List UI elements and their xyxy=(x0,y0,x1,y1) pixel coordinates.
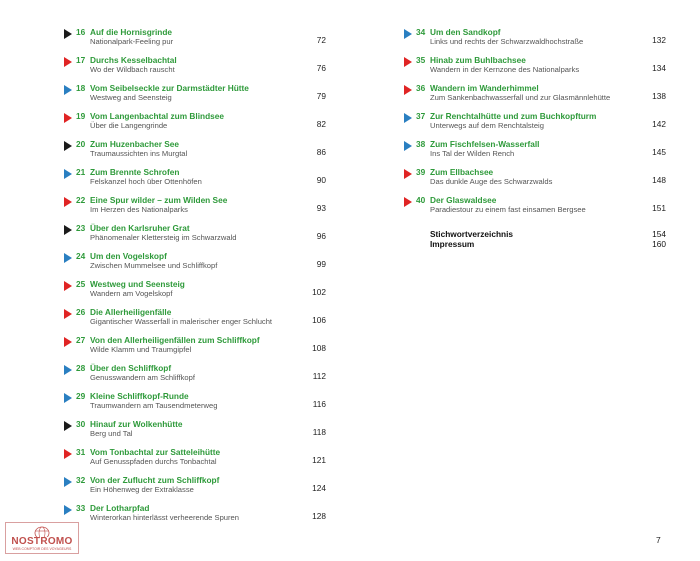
tour-subtitle: Phänomenaler Klettersteig im Schwarzwald xyxy=(90,233,237,242)
triangle-marker-icon xyxy=(64,253,72,263)
toc-entry[interactable] xyxy=(404,194,666,222)
tour-subtitle: Wilde Klamm und Traumgipfel xyxy=(90,345,192,354)
toc-entry[interactable] xyxy=(404,26,666,54)
tour-number: 26 xyxy=(76,307,86,317)
tour-page-number: 145 xyxy=(652,147,666,157)
tour-subtitle: Ins Tal der Wilden Rench xyxy=(430,149,515,158)
tour-subtitle: Im Herzen des Nationalparks xyxy=(90,205,188,214)
triangle-marker-icon xyxy=(64,393,72,403)
tour-page-number: 102 xyxy=(312,287,326,297)
toc-entry[interactable] xyxy=(64,110,326,138)
tour-subtitle: Ein Höhenweg der Extraklasse xyxy=(90,485,194,494)
toc-entry[interactable] xyxy=(64,362,326,390)
tour-title: Über den Schliffkopf xyxy=(90,363,172,373)
tour-page-number: 106 xyxy=(312,315,326,325)
tour-subtitle: Links und rechts der Schwarzwaldhochstraße xyxy=(430,37,584,46)
triangle-marker-icon xyxy=(404,169,412,179)
triangle-marker-icon xyxy=(404,197,412,207)
extra-title: Impressum xyxy=(430,239,475,249)
triangle-marker-icon xyxy=(64,85,72,95)
toc-entry[interactable] xyxy=(64,474,326,502)
toc-entry[interactable] xyxy=(404,82,666,110)
toc-entry[interactable] xyxy=(64,166,326,194)
toc-entry[interactable] xyxy=(64,250,326,278)
toc-entry[interactable] xyxy=(64,82,326,110)
tour-page-number: 76 xyxy=(316,63,326,73)
toc-entry[interactable] xyxy=(404,138,666,166)
tour-title: Zum Brennte Schrofen xyxy=(90,167,180,177)
tour-number: 32 xyxy=(76,475,86,485)
toc-entry[interactable] xyxy=(64,26,326,54)
tour-title: Zur Renchtalhütte und zum Buchkopfturm xyxy=(430,111,597,121)
tour-title: Der Lotharpfad xyxy=(90,503,150,513)
tour-page-number: 108 xyxy=(312,343,326,353)
triangle-marker-icon xyxy=(404,29,412,39)
triangle-marker-icon xyxy=(404,85,412,95)
tour-page-number: 124 xyxy=(312,483,326,493)
tour-page-number: 142 xyxy=(652,119,666,129)
tour-page-number: 132 xyxy=(652,35,666,45)
tour-title: Westweg und Seensteig xyxy=(90,279,185,289)
tour-title: Um den Vogelskopf xyxy=(90,251,167,261)
tour-page-number: 128 xyxy=(312,511,326,521)
tour-number: 19 xyxy=(76,111,86,121)
tour-subtitle: Zwischen Mummelsee und Schliffkopf xyxy=(90,261,218,270)
tour-page-number: 134 xyxy=(652,63,666,73)
tour-number: 27 xyxy=(76,335,86,345)
tour-title: Vom Tonbachtal zur Satteleihütte xyxy=(90,447,221,457)
tour-title: Vom Langenbachtal zum Blindsee xyxy=(90,111,225,121)
toc-entry[interactable] xyxy=(404,54,666,82)
tour-subtitle: Paradiestour zu einem fast einsamen Bergsee xyxy=(430,205,586,214)
toc-entry[interactable] xyxy=(64,502,326,530)
tour-title: Eine Spur wilder – zum Wilden See xyxy=(90,195,228,205)
tour-subtitle: Unterwegs auf dem Renchtalsteig xyxy=(430,121,544,130)
tour-title: Die Allerheiligenfälle xyxy=(90,307,172,317)
tour-title: Der Glaswaldsee xyxy=(430,195,497,205)
tour-subtitle: Westweg and Seensteig xyxy=(90,93,172,102)
tour-number: 24 xyxy=(76,251,86,261)
triangle-marker-icon xyxy=(64,337,72,347)
tour-page-number: 116 xyxy=(312,399,326,409)
tour-number: 30 xyxy=(76,419,86,429)
tour-title: Durchs Kesselbachtal xyxy=(90,55,177,65)
tour-subtitle: Zum Sankenbachwasserfall und zur Glasmännlehütte xyxy=(430,93,611,102)
tour-subtitle: Wandern in der Kernzone des Nationalparks xyxy=(430,65,580,74)
tour-title: Auf die Hornisgrinde xyxy=(90,27,173,37)
toc-entry[interactable] xyxy=(64,306,326,334)
tour-subtitle: Traumaussichten ins Murgtal xyxy=(90,149,188,158)
tour-number: 40 xyxy=(416,195,426,205)
extra-page-number: 160 xyxy=(652,239,666,249)
tour-page-number: 112 xyxy=(312,371,326,381)
tour-number: 33 xyxy=(76,503,86,513)
tour-subtitle: Felskanzel hoch über Ottenhöfen xyxy=(90,177,202,186)
tour-subtitle: Gigantischer Wasserfall in malerischer enger Schlucht xyxy=(90,317,273,326)
triangle-marker-icon xyxy=(64,113,72,123)
tour-subtitle: Nationalpark-Feeling pur xyxy=(90,37,174,46)
tour-title: Vom Seibelseckle zur Darmstädter Hütte xyxy=(90,83,249,93)
triangle-marker-icon xyxy=(64,29,72,39)
tour-page-number: 118 xyxy=(312,427,326,437)
tour-page-number: 86 xyxy=(316,147,326,157)
toc-extra-entry[interactable] xyxy=(404,228,666,238)
tour-number: 39 xyxy=(416,167,426,177)
tour-title: Wandern im Wanderhimmel xyxy=(430,83,539,93)
globe-icon xyxy=(34,523,50,537)
tour-number: 38 xyxy=(416,139,426,149)
triangle-marker-icon xyxy=(64,505,72,515)
tour-number: 22 xyxy=(76,195,86,205)
triangle-marker-icon xyxy=(64,365,72,375)
tour-subtitle: Wandern am Vogelskopf xyxy=(90,289,173,298)
watermark-logo xyxy=(5,522,79,554)
tour-number: 20 xyxy=(76,139,86,149)
triangle-marker-icon xyxy=(64,449,72,459)
toc-extra-entry[interactable] xyxy=(404,238,666,248)
tour-subtitle: Wo der Wildbach rauscht xyxy=(90,65,175,74)
watermark-tagline: WEB COMPTOIR DES VOYAGEURS xyxy=(12,547,72,551)
toc-entry[interactable] xyxy=(64,390,326,418)
tour-page-number: 79 xyxy=(316,91,326,101)
tour-number: 35 xyxy=(416,55,426,65)
toc-entry[interactable] xyxy=(64,446,326,474)
toc-entry[interactable] xyxy=(64,334,326,362)
triangle-marker-icon xyxy=(404,57,412,67)
tour-number: 23 xyxy=(76,223,86,233)
triangle-marker-icon xyxy=(64,281,72,291)
tour-number: 16 xyxy=(76,27,86,37)
tour-number: 37 xyxy=(416,111,426,121)
tour-page-number: 148 xyxy=(652,175,666,185)
tour-page-number: 93 xyxy=(316,203,326,213)
extra-title: Stichwortverzeichnis xyxy=(430,229,513,239)
tour-title: Hinab zum Buhlbachsee xyxy=(430,55,526,65)
tour-number: 18 xyxy=(76,83,86,93)
toc-entry[interactable] xyxy=(404,110,666,138)
triangle-marker-icon xyxy=(64,309,72,319)
triangle-marker-icon xyxy=(404,141,412,151)
tour-title: Um den Sandkopf xyxy=(430,27,501,37)
watermark-name: NOSTROMO xyxy=(11,536,73,547)
tour-page-number: 90 xyxy=(316,175,326,185)
tour-page-number: 82 xyxy=(316,119,326,129)
tour-number: 31 xyxy=(76,447,86,457)
page-number: 7 xyxy=(656,535,661,545)
tour-subtitle: Das dunkle Auge des Schwarzwalds xyxy=(430,177,553,186)
tour-title: Hinauf zur Wolkenhütte xyxy=(90,419,183,429)
tour-title: Von den Allerheiligenfällen zum Schliffkopf xyxy=(90,335,260,345)
triangle-marker-icon xyxy=(64,421,72,431)
tour-number: 17 xyxy=(76,55,86,65)
tour-number: 36 xyxy=(416,83,426,93)
tour-number: 29 xyxy=(76,391,86,401)
triangle-marker-icon xyxy=(404,113,412,123)
toc-entry[interactable] xyxy=(404,166,666,194)
tour-title: Zum Huzenbacher See xyxy=(90,139,179,149)
tour-number: 21 xyxy=(76,167,86,177)
tour-title: Kleine Schliffkopf-Runde xyxy=(90,391,189,401)
triangle-marker-icon xyxy=(64,141,72,151)
tour-page-number: 96 xyxy=(316,231,326,241)
tour-subtitle: Genusswandern am Schliffkopf xyxy=(90,373,195,382)
tour-number: 28 xyxy=(76,363,86,373)
tour-number: 34 xyxy=(416,27,426,37)
tour-title: Von der Zuflucht zum Schliffkopf xyxy=(90,475,220,485)
toc-right-column xyxy=(404,26,666,248)
triangle-marker-icon xyxy=(64,169,72,179)
triangle-marker-icon xyxy=(64,477,72,487)
triangle-marker-icon xyxy=(64,57,72,67)
tour-subtitle: Über die Langengrinde xyxy=(90,121,168,130)
toc-left-column xyxy=(64,26,326,530)
tour-page-number: 121 xyxy=(312,455,326,465)
tour-subtitle: Auf Genusspfaden durchs Tonbachtal xyxy=(90,457,217,466)
tour-number: 25 xyxy=(76,279,86,289)
toc-entry[interactable] xyxy=(64,54,326,82)
triangle-marker-icon xyxy=(64,225,72,235)
tour-page-number: 99 xyxy=(316,259,326,269)
tour-subtitle: Winterorkan hinterlässt verheerende Spuren xyxy=(90,513,240,522)
tour-title: Zum Ellbachsee xyxy=(430,167,494,177)
toc-entry[interactable] xyxy=(64,194,326,222)
toc-entry[interactable] xyxy=(64,418,326,446)
toc-entry[interactable] xyxy=(64,138,326,166)
toc-entry[interactable] xyxy=(64,278,326,306)
tour-title: Zum Fischfelsen-Wasserfall xyxy=(430,139,540,149)
tour-subtitle: Traumwandern am Tausendmeterweg xyxy=(90,401,218,410)
tour-page-number: 72 xyxy=(316,35,326,45)
tour-page-number: 151 xyxy=(652,203,666,213)
tour-page-number: 138 xyxy=(652,91,666,101)
tour-title: Über den Karlsruher Grat xyxy=(90,223,190,233)
tour-subtitle: Berg und Tal xyxy=(90,429,133,438)
extra-page-number: 154 xyxy=(652,229,666,239)
triangle-marker-icon xyxy=(64,197,72,207)
toc-entry[interactable] xyxy=(64,222,326,250)
